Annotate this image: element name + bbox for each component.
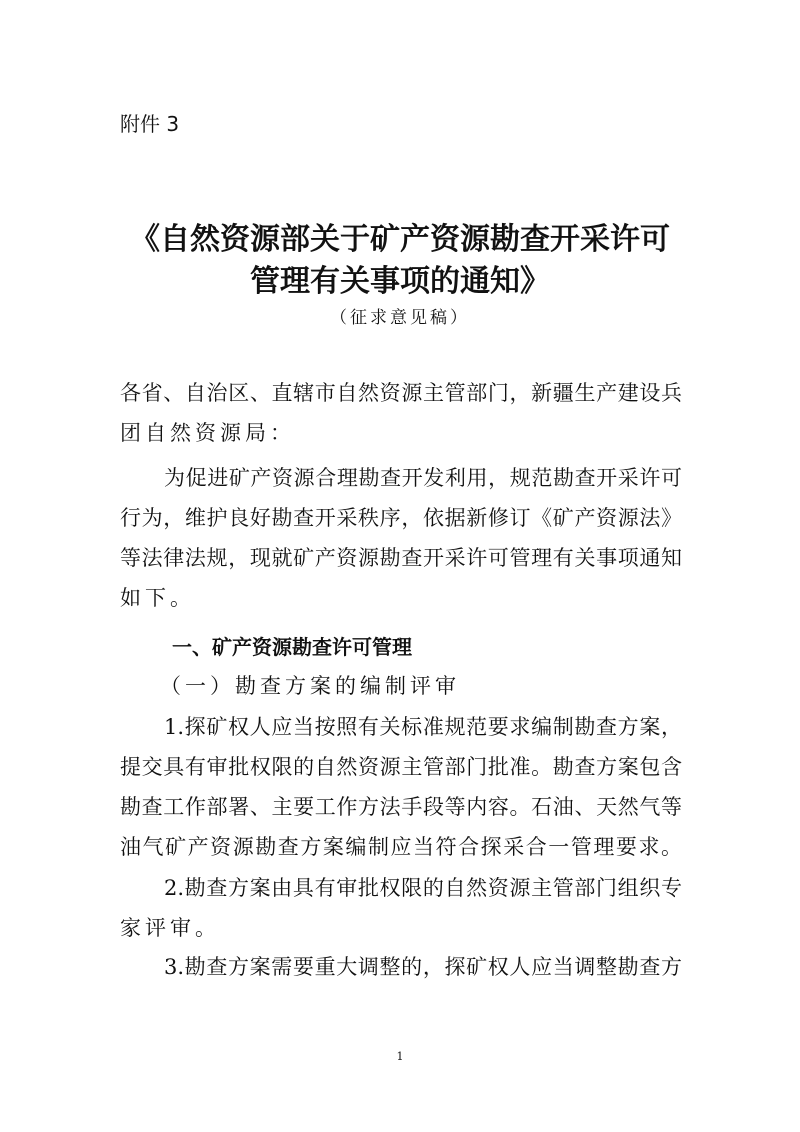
- body-line: 油气矿产资源勘查方案编制应当符合探采合一管理要求。: [120, 835, 682, 859]
- subsection-heading: （一）勘查方案的编制评审: [160, 674, 460, 698]
- body-line: 家评审。: [120, 916, 220, 940]
- body-line: 勘查工作部署、主要工作方法手段等内容。石油、天然气等: [120, 795, 682, 819]
- document-title-line-1: 《自然资源部关于矿产资源勘查开采许可: [130, 222, 670, 257]
- body-line: 2.勘查方案由具有审批权限的自然资源主管部门组织专: [164, 876, 682, 900]
- body-line: 行为，维护良好勘查开采秩序，依据新修订《矿产资源法》: [120, 506, 682, 530]
- body-line: 各省、自治区、直辖市自然资源主管部门，新疆生产建设兵: [120, 381, 682, 405]
- document-title-line-2: 管理有关事项的通知》: [250, 264, 550, 299]
- body-line: 为促进矿产资源合理勘查开发利用，规范勘查开采许可: [164, 466, 682, 490]
- body-line: 1.探矿权人应当按照有关标准规范要求编制勘查方案，: [164, 715, 682, 739]
- body-line: 如下。: [120, 586, 195, 610]
- section-heading: 一、矿产资源勘查许可管理: [172, 635, 412, 659]
- attachment-label: 附件 3: [120, 112, 180, 136]
- body-line: 等法律法规，现就矿产资源勘查开采许可管理有关事项通知: [120, 546, 682, 570]
- page-number: 1: [396, 1050, 404, 1063]
- body-line: 提交具有审批权限的自然资源主管部门批准。勘查方案包含: [120, 755, 682, 779]
- body-line: 3.勘查方案需要重大调整的，探矿权人应当调整勘查方: [164, 955, 682, 979]
- body-line: 团自然资源局：: [120, 421, 295, 445]
- document-subtitle: （征求意见稿）: [330, 308, 470, 328]
